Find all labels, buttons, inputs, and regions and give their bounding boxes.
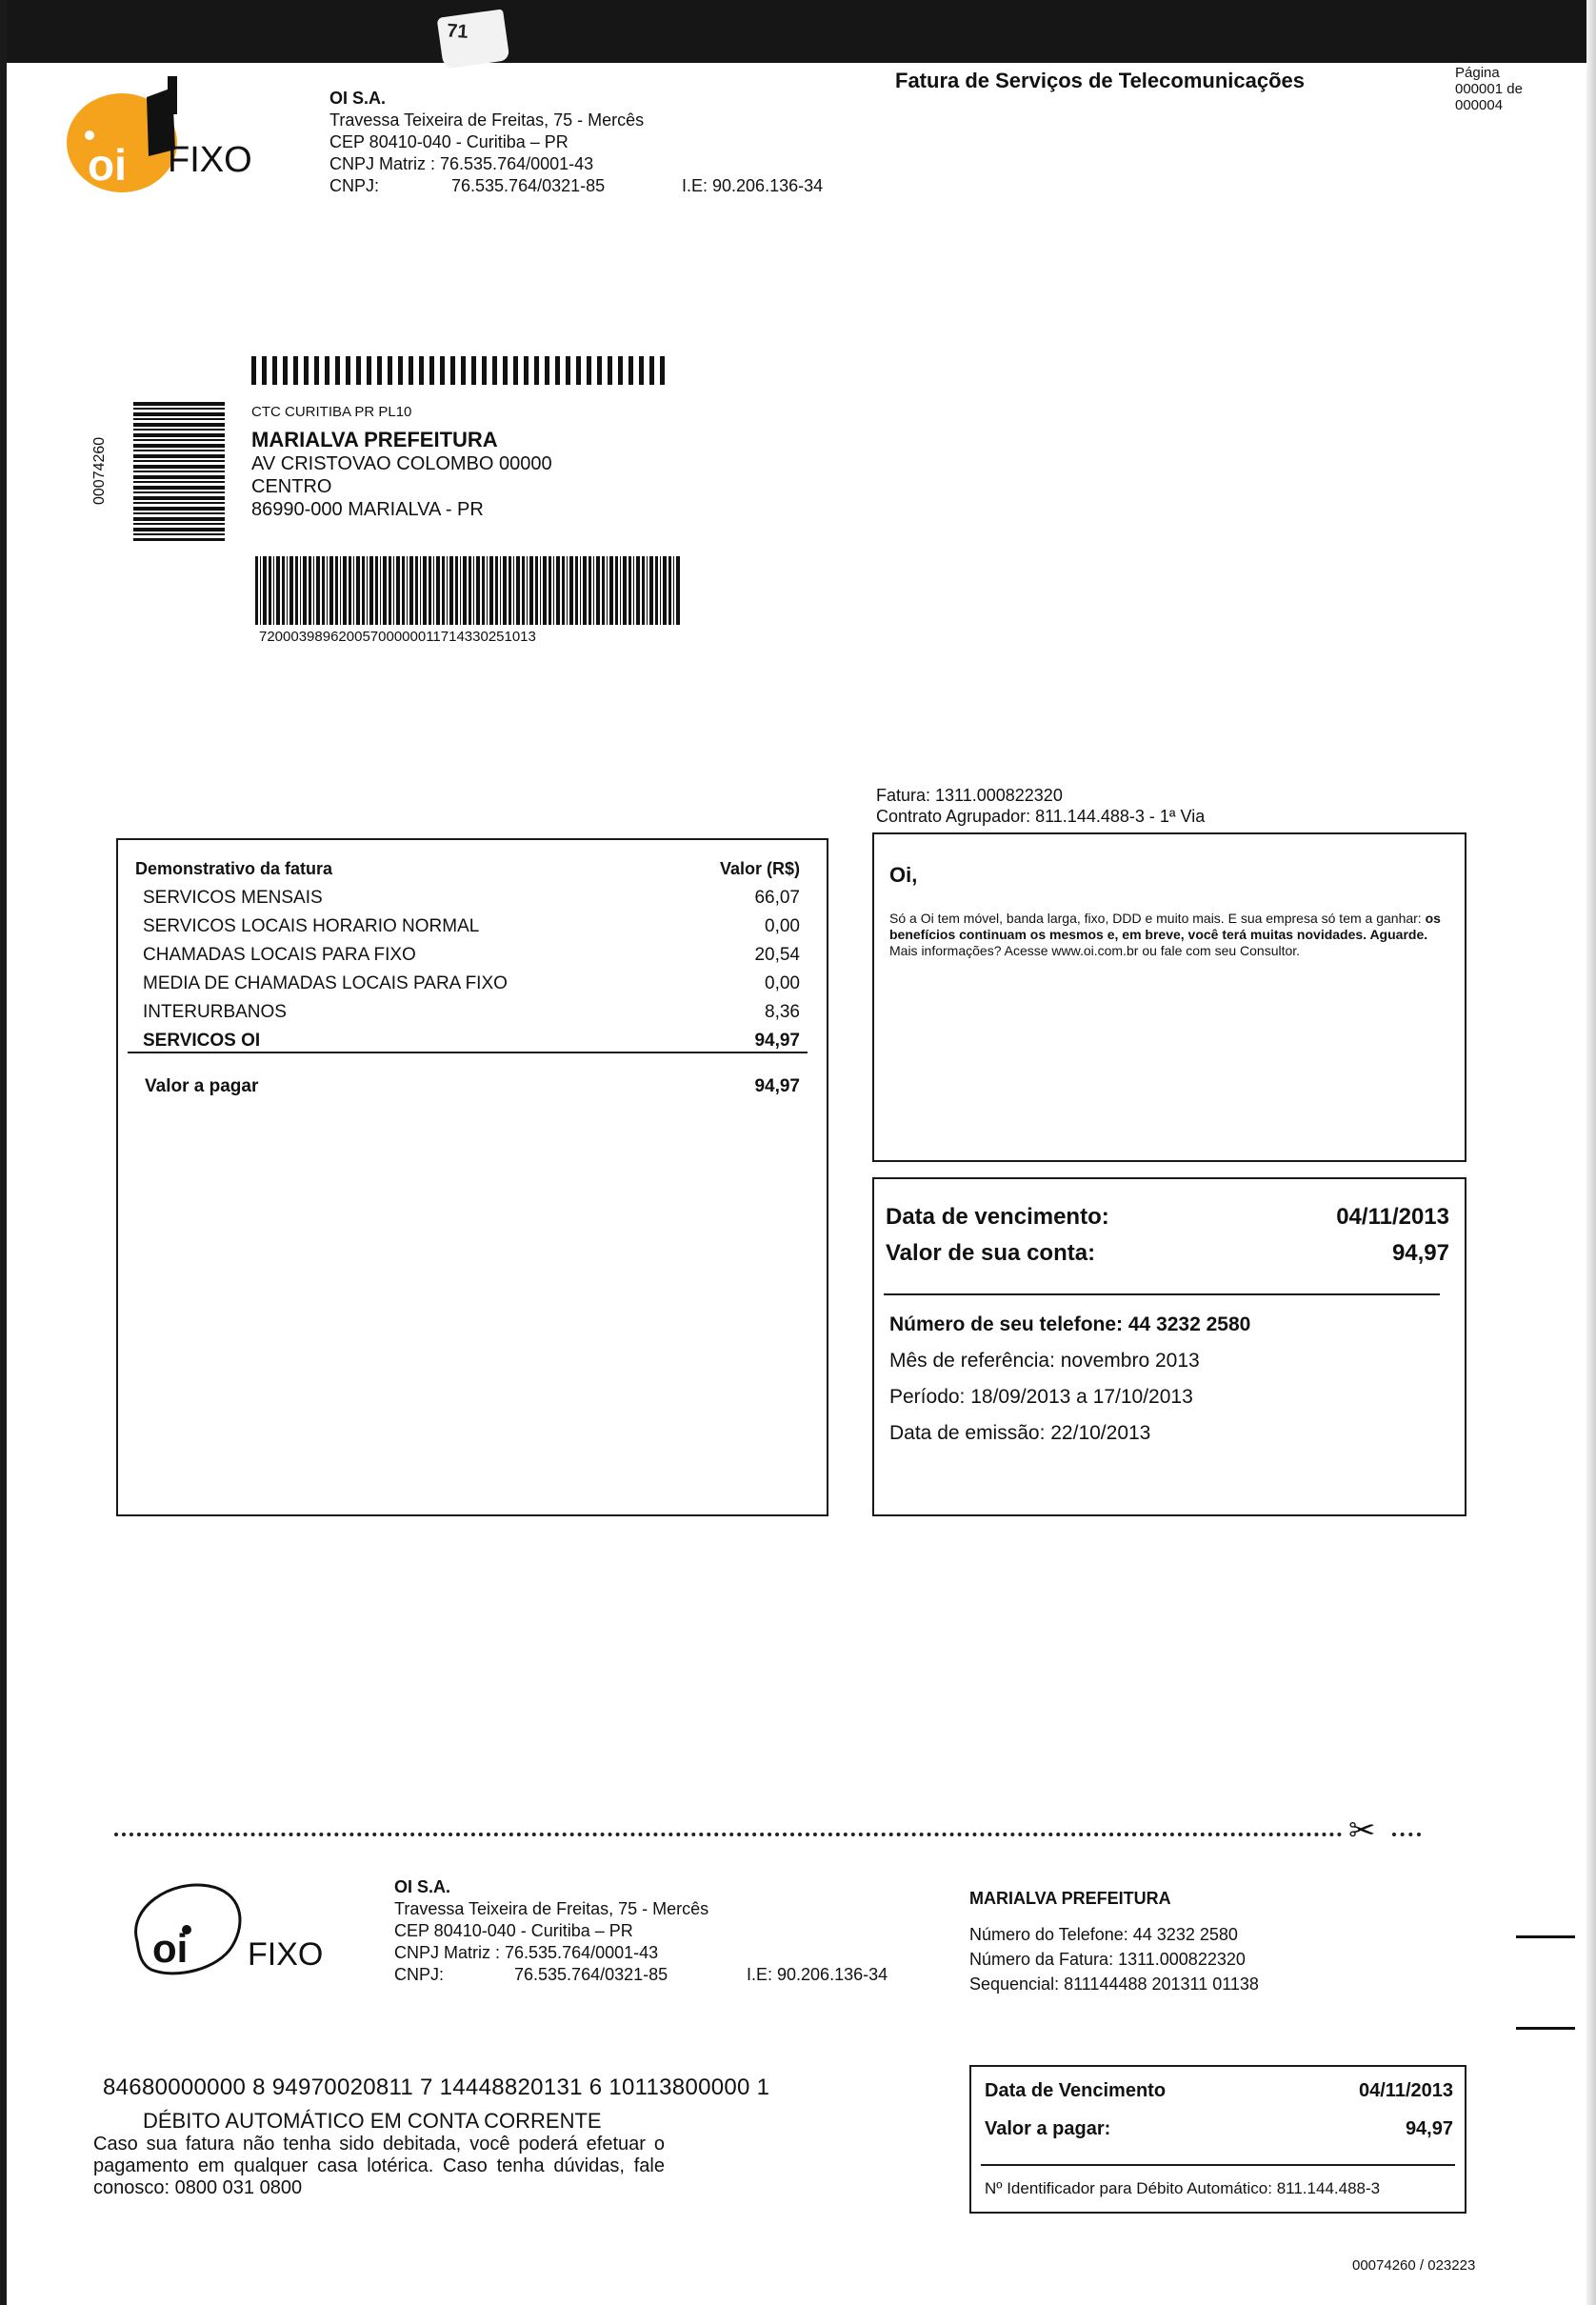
stub-company-cnpj-matriz: CNPJ Matriz : 76.535.764/0001-43	[394, 1943, 659, 1962]
footer-code: 00074260 / 023223	[1352, 2257, 1476, 2274]
sorting-barcode	[133, 402, 225, 541]
statement-subtotal-value: 94,97	[754, 1031, 800, 1051]
statement-row	[143, 941, 800, 970]
statement-row-value: 66,07	[754, 888, 800, 908]
stub-debit-id: Nº Identificador para Débito Automático: 811.144.488-3	[985, 2179, 1381, 2197]
statement-row-value: 8,36	[765, 1002, 800, 1022]
stub-company-block	[394, 1876, 928, 1986]
message-line-1-bold: os benefícios continuam os mesmos e, em breve, você terá muitas novidades. Aguarde.	[889, 911, 1441, 942]
recipient-block	[251, 404, 785, 521]
company-name: OI S.A.	[329, 89, 387, 108]
scan-right-edge	[1586, 0, 1596, 2305]
statement-row-label: MEDIA DE CHAMADAS LOCAIS PARA FIXO	[143, 973, 508, 993]
digitable-line: 84680000000 8 94970020811 7 14448820131 6 10113800000 1	[103, 2074, 770, 2100]
document-title: Fatura de Serviços de Telecomunicações	[895, 69, 1305, 92]
stub-due-row	[985, 2080, 1453, 2102]
message-line-2: Mais informações? Acesse www.oi.com.br ou fale com seu Consultor.	[889, 943, 1301, 958]
summary-period: Período: 18/09/2013 a 17/10/2013	[889, 1386, 1193, 1408]
statement-row-value: 0,00	[765, 916, 800, 936]
summary-due-row	[886, 1204, 1449, 1231]
stub-phone-number: Número do Telefone: 44 3232 2580	[969, 1925, 1238, 1944]
message-line-1: Só a Oi tem móvel, banda larga, fixo, DDD e muito mais. E sua empresa só tem a ganhar:	[889, 911, 1426, 926]
statement-row-label: SERVICOS MENSAIS	[143, 888, 323, 908]
company-cnpj-label: CNPJ:	[329, 176, 380, 195]
summary-amount-label: Valor de sua conta:	[886, 1240, 1096, 1266]
stub-oi-logo	[118, 1874, 347, 1991]
statement-row-label: CHAMADAS LOCAIS PARA FIXO	[143, 945, 416, 965]
page-label: Página	[1455, 65, 1500, 81]
summary-divider	[884, 1293, 1440, 1295]
statement-row	[143, 912, 800, 941]
statement-title: Demonstrativo da fatura	[135, 859, 333, 878]
stub-client-block	[969, 1886, 1259, 1996]
scan-top-edge	[0, 0, 1596, 63]
statement-value-header: Valor (R$)	[719, 859, 800, 878]
summary-amount-row	[886, 1240, 1449, 1267]
summary-phone: Número de seu telefone: 44 3232 2580	[889, 1313, 1251, 1335]
oi-fixo-logo	[63, 69, 263, 202]
invoice-reference	[876, 785, 1205, 827]
stub-logo-fixo-text: FIXO	[248, 1936, 324, 1973]
summary-box	[872, 1177, 1466, 1516]
stub-logo-oi-text: oi	[152, 1926, 189, 1971]
summary-issue-date: Data de emissão: 22/10/2013	[889, 1422, 1151, 1444]
stub-company-cnpj-value: 76.535.764/0321-85	[514, 1965, 668, 1984]
logo-oi-text: oi	[88, 140, 127, 190]
summary-due-value: 04/11/2013	[1336, 1204, 1449, 1230]
scissors-icon: ✂	[1348, 1813, 1376, 1849]
cut-line-tail	[1392, 1833, 1421, 1836]
company-cnpj-value: 76.535.764/0321-85	[451, 176, 606, 195]
message-greeting: Oi,	[889, 863, 918, 887]
contract-number: Contrato Agrupador: 811.144.488-3 - 1ª Via	[876, 807, 1206, 826]
summary-reference-month: Mês de referência: novembro 2013	[889, 1350, 1200, 1372]
statement-row-label: INTERURBANOS	[143, 1002, 287, 1022]
statement-total-row	[145, 1076, 800, 1097]
stub-pay-label: Valor a pagar:	[985, 2118, 1111, 2139]
statement-total-label: Valor a pagar	[145, 1076, 259, 1096]
margin-mark	[1516, 1935, 1575, 1938]
statement-row-value: 20,54	[754, 945, 800, 965]
side-code: 00074260	[91, 436, 108, 505]
route-code: CTC CURITIBA PR PL10	[251, 404, 412, 420]
stub-due-label: Data de Vencimento	[985, 2080, 1167, 2101]
statement-items	[143, 884, 800, 1055]
statement-subtotal-label: SERVICOS OI	[143, 1031, 261, 1051]
stub-company-address: Travessa Teixeira de Freitas, 75 - Mercês	[394, 1899, 709, 1918]
stub-sequence: Sequencial: 811144488 201311 01138	[969, 1974, 1259, 1994]
recipient-name: MARIALVA PREFEITURA	[251, 428, 498, 451]
statement-total-value: 94,97	[754, 1076, 800, 1096]
stub-payment-divider	[981, 2164, 1455, 2166]
recipient-district: CENTRO	[251, 476, 332, 497]
stub-pay-row	[985, 2118, 1453, 2140]
page-total: 000004	[1455, 97, 1504, 113]
stub-company-cnpj-label: CNPJ:	[394, 1965, 445, 1984]
company-cep: CEP 80410-040 - Curitiba – PR	[329, 132, 569, 151]
debit-title: DÉBITO AUTOMÁTICO EM CONTA CORRENTE	[143, 2109, 602, 2133]
statement-box	[116, 838, 828, 1516]
company-block	[329, 88, 863, 197]
recipient-city: 86990-000 MARIALVA - PR	[251, 499, 484, 520]
message-body	[889, 911, 1449, 959]
stub-company-name: OI S.A.	[394, 1877, 451, 1896]
statement-row	[143, 998, 800, 1027]
address-barcode	[255, 556, 682, 625]
postnet-barcode	[251, 356, 670, 385]
scan-left-edge	[0, 0, 7, 2305]
stub-pay-value: 94,97	[1405, 2118, 1453, 2139]
summary-details	[889, 1307, 1250, 1452]
stub-payment-box	[969, 2065, 1466, 2214]
page-indicator	[1455, 65, 1523, 113]
statement-row-label: SERVICOS LOCAIS HORARIO NORMAL	[143, 916, 480, 936]
summary-due-label: Data de vencimento:	[886, 1204, 1109, 1230]
statement-divider	[128, 1052, 808, 1053]
logo-fixo-text: FIXO	[168, 140, 252, 180]
statement-row-value: 0,00	[765, 973, 800, 993]
company-cnpj-matriz: CNPJ Matriz : 76.535.764/0001-43	[329, 154, 594, 173]
company-address: Travessa Teixeira de Freitas, 75 - Mercês	[329, 110, 645, 130]
stub-company-cep: CEP 80410-040 - Curitiba – PR	[394, 1921, 633, 1940]
summary-amount-value: 94,97	[1391, 1240, 1449, 1266]
statement-row	[143, 970, 800, 998]
invoice-number: Fatura: 1311.000822320	[876, 786, 1063, 805]
page-number: 000001 de	[1455, 81, 1523, 97]
recipient-street: AV CRISTOVAO COLOMBO 00000	[251, 453, 552, 474]
statement-header	[135, 859, 800, 879]
address-barcode-number: 72000398962005700000011714330251013	[259, 629, 536, 645]
paper-tab: 71	[437, 9, 510, 69]
cut-line	[114, 1833, 1343, 1836]
debit-text: Caso sua fatura não tenha sido debitada, você poderá efetuar o pagamento em qualquer casa lotérica. Caso tenha dúvidas, fale conosco: 0800 031 0800	[93, 2134, 665, 2198]
company-ie: I.E: 90.206.136-34	[682, 176, 824, 195]
message-box	[872, 832, 1466, 1162]
margin-mark	[1516, 2027, 1575, 2030]
stub-company-ie: I.E: 90.206.136-34	[747, 1965, 888, 1984]
statement-row	[143, 884, 800, 912]
stub-due-value: 04/11/2013	[1359, 2080, 1453, 2101]
stub-client-name: MARIALVA PREFEITURA	[969, 1889, 1171, 1908]
stub-invoice-number: Número da Fatura: 1311.000822320	[969, 1950, 1246, 1969]
